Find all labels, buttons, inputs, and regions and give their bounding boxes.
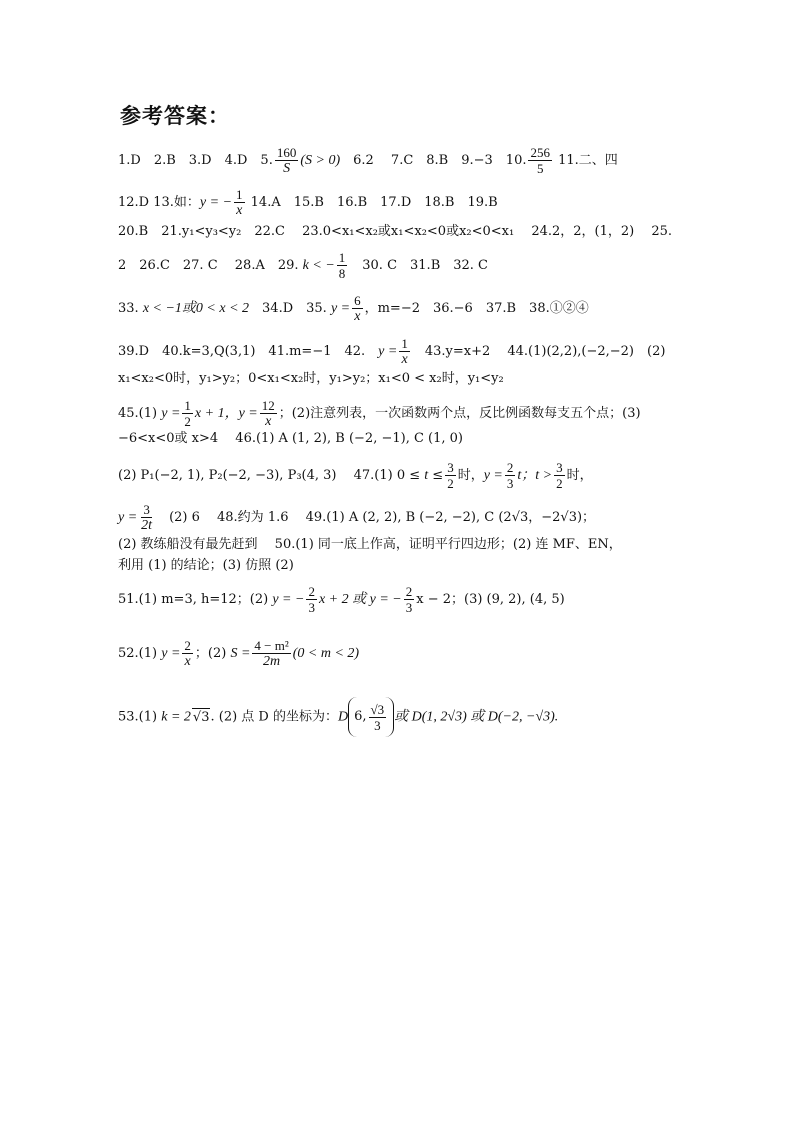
answer-line-16: 53.(1) k = 2 √3. (2) 点 D 的坐标为：D 6, $\frac{√3}{3}$ 或 D(1, 2√3) 或 D(−2, −√3). <box>118 697 688 737</box>
paren-group: 6, $\frac{√3}{3}$ <box>348 697 394 737</box>
page-title: 参考答案： <box>120 103 230 128</box>
answer-line-10: (2) P₁(−2, 1), P₂(−2, −3), P₃(4, 3) 47.(1) 0 ≤ t ≤ $\frac{3}{2}$ 时，y = $\frac{2}{3}$ t；t > $\frac{3}{2}$ 时， <box>118 460 593 491</box>
answer-line-8: 45.(1) y = $\frac{1}{2}$ x + 1，y = $\frac{12}{x}$ ；(2)注意列表，一次函数两个点，反比例函数每支五个点；(3) <box>118 398 641 429</box>
fraction: $\frac{160}{S}$ <box>276 145 297 176</box>
fraction: $\frac{1}{x}$ <box>401 336 408 367</box>
answer-line-5: 33. x < −1或0 < x < 2 34.D 35. y = $\frac{6}{x}$ ，m=−2 36.−6 37.B 38.①②④ <box>118 293 589 324</box>
fraction: $\frac{12}{x}$ <box>261 398 275 429</box>
fraction: $\frac{2}{3}$ <box>405 584 413 615</box>
sqrt-symbol: √3 <box>192 709 210 725</box>
fraction: $\frac{3}{2}$ <box>447 460 454 491</box>
answer-line-1: 1.D 2.B 3.D 4.D 5. $\frac{160}{S}$ (S > 0) 6.2 7.C 8.B 9.−3 10. $\frac{256}{5}$ 11.二、四 <box>118 145 618 176</box>
answer-line-2: 12.D 13.如：y = − $\frac{1}{x}$ 14.A 15.B 16.B 17.D 18.B 19.B <box>118 187 498 218</box>
fraction: $\frac{1}{x}$ <box>236 187 243 218</box>
answer-line-11: y = $\frac{3}{2t}$ (2) 6 48.约为 1.6 49.(1) A (2, 2), B (−2, −2), C (2√3，−2√3)； <box>118 502 596 533</box>
answer-line-9: −6<x<0或 x>4 46.(1) A (1, 2), B (−2, −1), C (1, 0) <box>118 431 463 446</box>
fraction: $\frac{\text{4 − m²}}{2m}$ <box>254 638 289 669</box>
fraction: $\frac{6}{x}$ <box>354 293 361 324</box>
fraction: $\frac{1}{8}$ <box>338 250 346 281</box>
answer-line-14: 51.(1) m=3, h=12；(2) y = − $\frac{2}{3}$ x + 2 或 y = − $\frac{2}{3}$ x − 2；(3) (9, 2), (4, 5) <box>118 584 565 615</box>
fraction: $\frac{3}{2}$ <box>556 460 563 491</box>
answer-line-12: (2) 教练船没有最先赶到 50.(1) 同一底上作高，证明平行四边形；(2) 连 MF、EN， <box>118 537 622 552</box>
fraction: $\frac{√3}{3}$ <box>370 701 385 733</box>
fraction: $\frac{2}{x}$ <box>184 638 191 669</box>
fraction: $\frac{2}{3}$ <box>308 584 315 615</box>
answer-line-15: 52.(1) y = $\frac{2}{x}$ ；(2) S = $\frac{\text{4 − m²}}{2m}$ (0 < m < 2) <box>118 638 360 669</box>
fraction: $\frac{3}{2t}$ <box>141 502 153 533</box>
answer-line-3: 20.B 21.y₁<y₃<y₂ 22.C 23.0<x₁<x₂或x₁<x₂<0或x₂<0<x₁ 24.2，2，(1，2) 25. <box>118 224 673 239</box>
fraction: $\frac{1}{2}$ <box>184 398 191 429</box>
fraction: $\frac{256}{5}$ <box>530 145 550 176</box>
answer-line-4: 2 26.C 27. C 28.A 29. k < − $\frac{1}{8}$ 30. C 31.B 32. C <box>118 250 489 281</box>
answer-line-6: 39.D 40.k=3,Q(3,1) 41.m=−1 42. y = $\frac{1}{x}$ 43.y=x+2 44.(1)(2,2),(−2,−2) (2) <box>118 336 666 367</box>
fraction: $\frac{2}{3}$ <box>506 460 514 491</box>
answer-line-7: x₁<x₂<0时，y₁>y₂；0<x₁<x₂时，y₁>y₂；x₁<0 < x₂时，y₁<y₂ <box>118 371 504 386</box>
answer-line-13: 利用 (1) 的结论；(3) 仿照 (2) <box>118 558 294 573</box>
